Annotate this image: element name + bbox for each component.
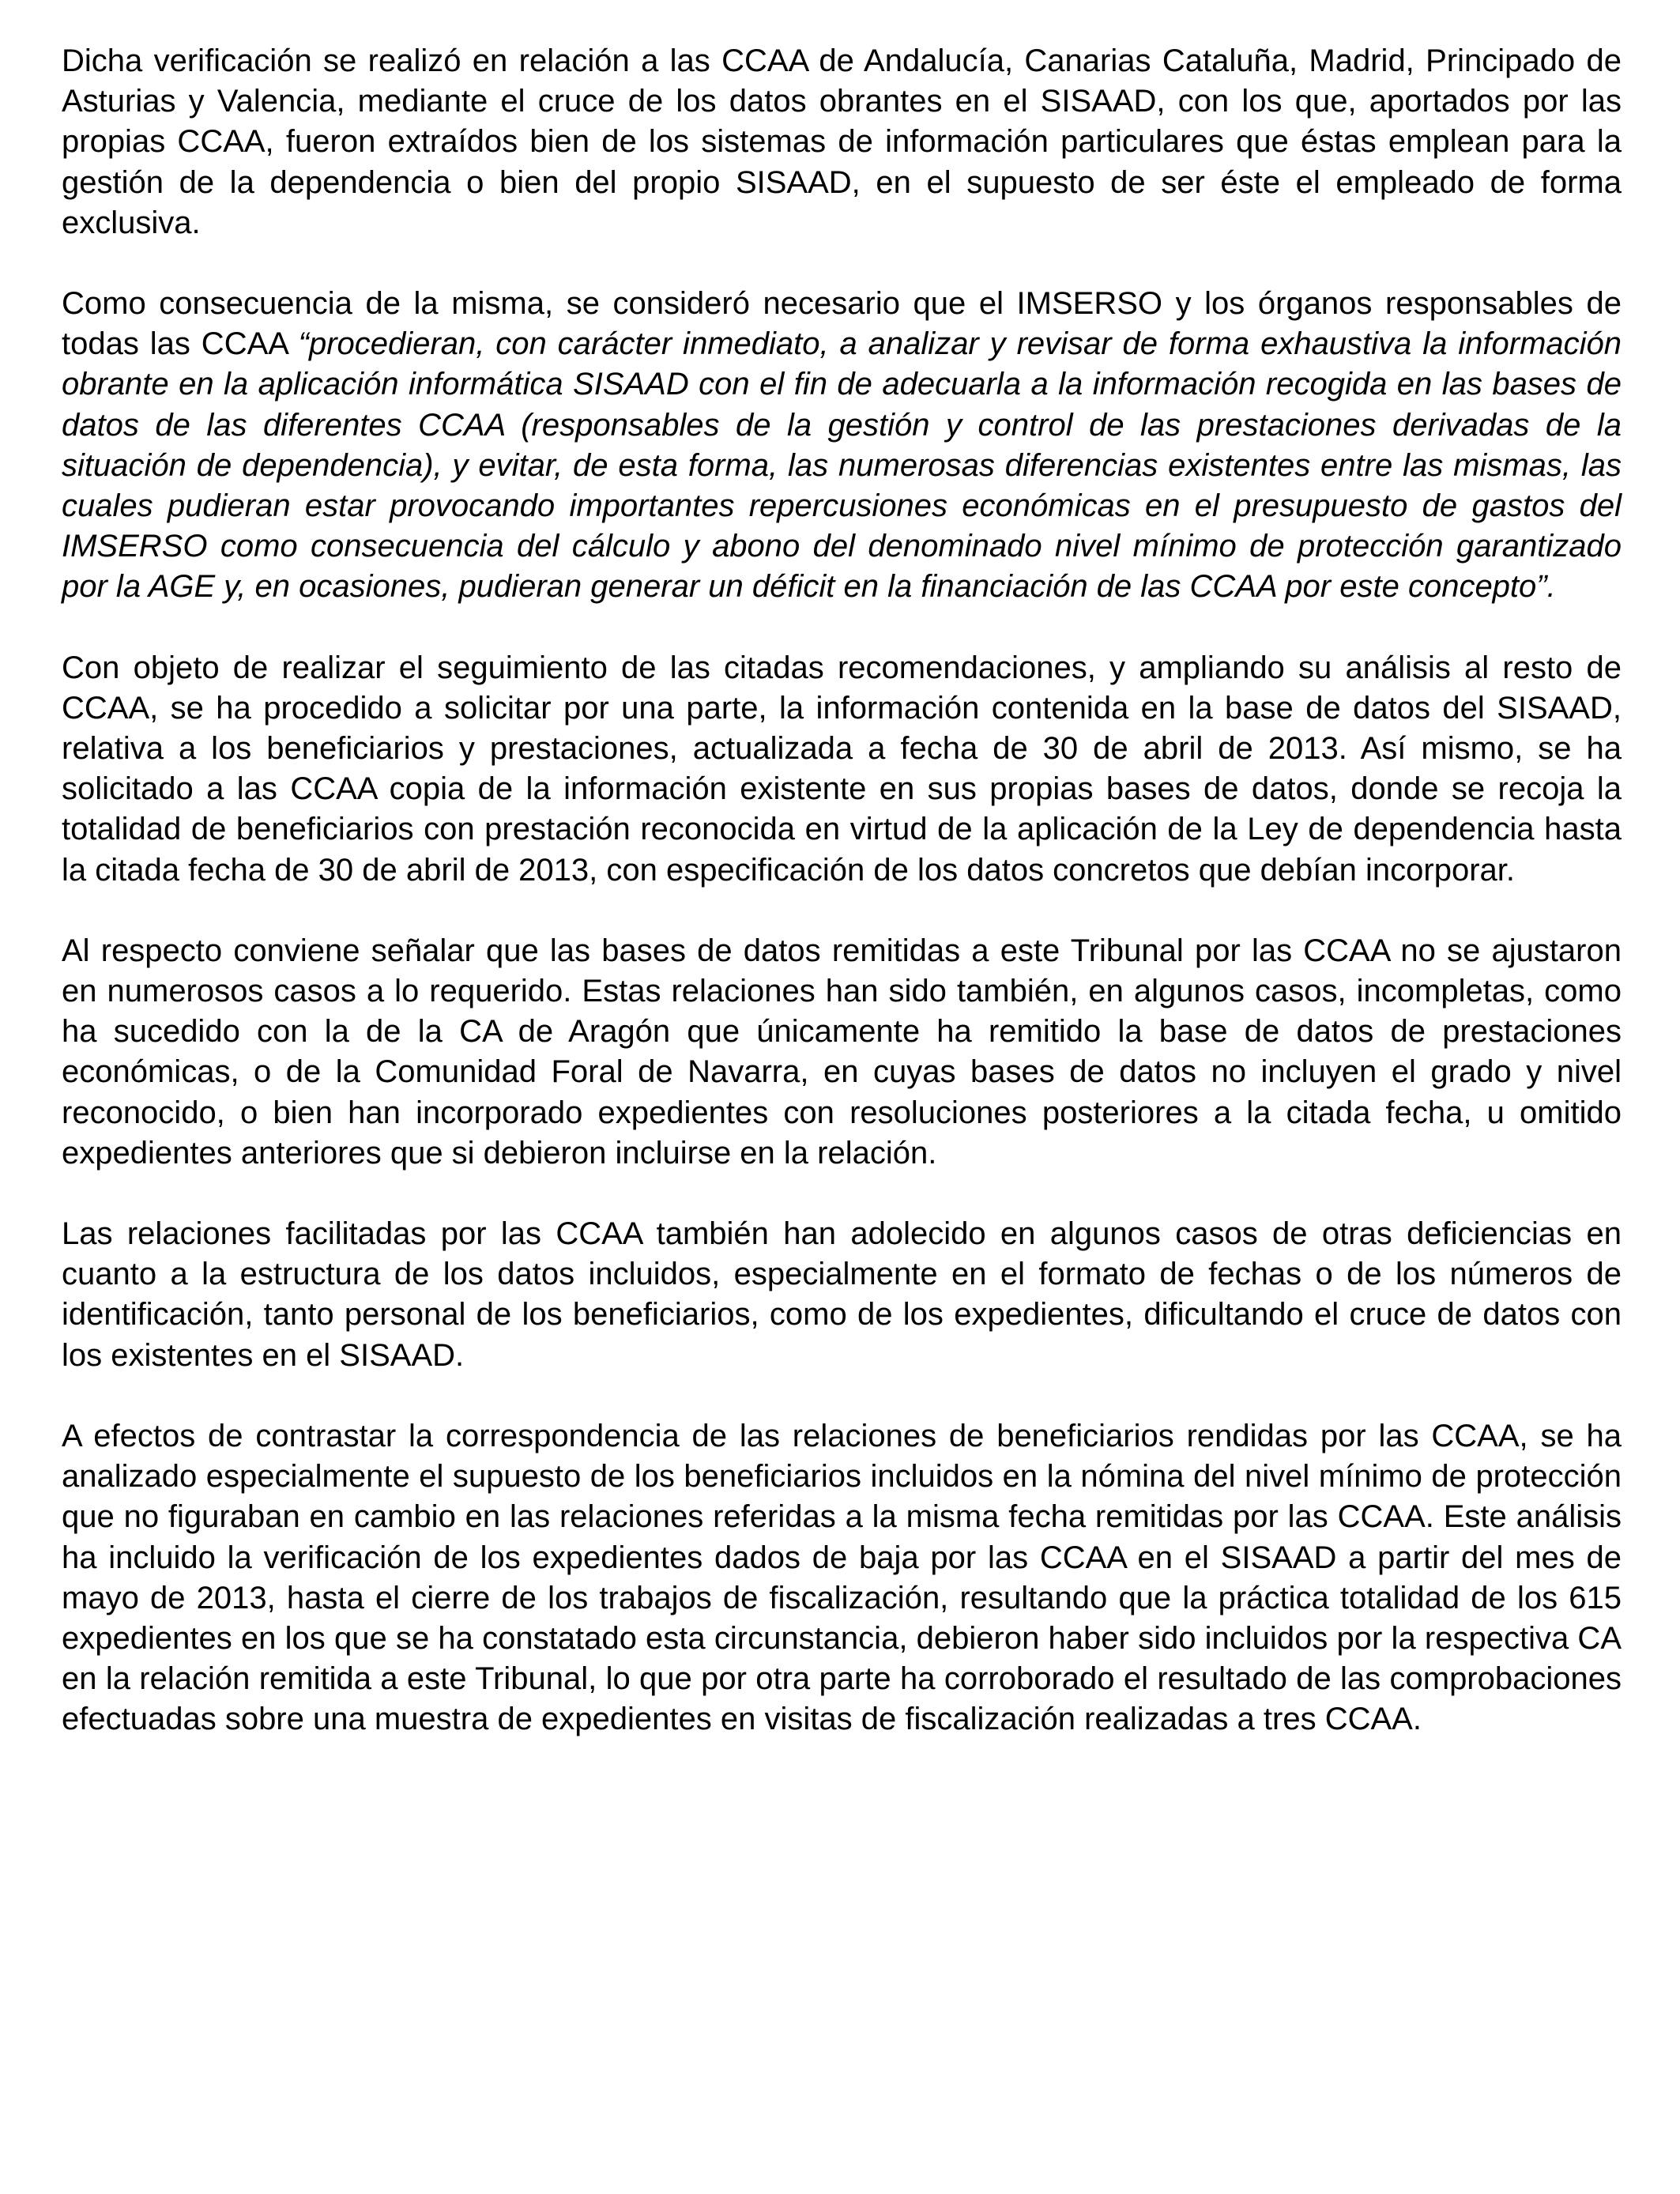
paragraph-databases: Al respecto conviene señalar que las bases de datos remitidas a este Tribunal por las CCAA no se ajustaron en numerosos casos a lo requerido. Estas relaciones han sido también, en algunos casos, incompletas, como ha sucedido con la de la CA de Aragón que únicamente ha remitido la base de datos de prestaciones económicas, o de la Comunidad Foral de Navarra, en cuyas bases de datos no incluyen el grado y nivel reconocido, o bien han incorporado expedientes con resoluciones posteriores a la citada fecha, u omitido expedientes anteriores que si debieron incluirse en la relación.	[62, 933, 1622, 1171]
paragraph-recommendation-quote: “procedieran, con carácter inmediato, a analizar y revisar de forma exhaustiva la información obrante en la aplicación informática SISAAD con el fin de adecuarla a la información recogida en las bases de datos de las diferentes CCAA (responsables de la gestión y control de las prestaciones derivadas de la situación de dependencia), y evitar, de esta forma, las numerosas diferencias existentes entre las mismas, las cuales pudieran estar provocando importantes repercusiones económicas en el presupuesto de gastos del IMSERSO como consecuencia del cálculo y abono del denominado nivel mínimo de protección garantizado por la AGE y, en ocasiones, pudieran generar un déficit en la financiación de las CCAA por este concepto”.	[62, 326, 1622, 605]
document-page	[62, 41, 1622, 1781]
paragraph-analysis: A efectos de contrastar la correspondencia de las relaciones de beneficiarios rendidas por las CCAA, se ha analizado especialmente el supuesto de los beneficiarios incluidos en la nómina del nivel mínimo de protección que no figuraban en cambio en las relaciones referidas a la misma fecha remitidas por las CCAA. Este análisis ha incluido la verificación de los expedientes dados de baja por las CCAA en el SISAAD a partir del mes de mayo de 2013, hasta el cierre de los trabajos de fiscalización, resultando que la práctica totalidad de los 615 expedientes en los que se ha constatado esta circunstancia, debieron haber sido incluidos por la respectiva CA en la relación remitida a este Tribunal, lo que por otra parte ha corroborado el resultado de las comprobaciones efectuadas sobre una muestra de expedientes en visitas de fiscalización realizadas a tres CCAA.	[62, 1418, 1622, 1737]
paragraph-verification: Dicha verificación se realizó en relación a las CCAA de Andalucía, Canarias Cataluña, Madrid, Principado de Asturias y Valencia, mediante el cruce de los datos obrantes en el SISAAD, con los que, aportados por las propias CCAA, fueron extraídos bien de los sistemas de información particulares que éstas emplean para la gestión de la dependencia o bien del propio SISAAD, en el supuesto de ser éste el empleado de forma exclusiva.	[62, 43, 1622, 240]
paragraph-follow-up: Con objeto de realizar el seguimiento de las citadas recomendaciones, y ampliando su análisis al resto de CCAA, se ha procedido a solicitar por una parte, la información contenida en la base de datos del SISAAD, relativa a los beneficiarios y prestaciones, actualizada a fecha de 30 de abril de 2013. Así mismo, se ha solicitado a las CCAA copia de la información existente en sus propias bases de datos, donde se recoja la totalidad de beneficiarios con prestación reconocida en virtud de la aplicación de la Ley de dependencia hasta la citada fecha de 30 de abril de 2013, con especificación de los datos concretos que debían incorporar.	[62, 650, 1622, 888]
paragraph-deficiencies: Las relaciones facilitadas por las CCAA también han adolecido en algunos casos de otras deficiencias en cuanto a la estructura de los datos incluidos, especialmente en el formato de fechas o de los números de identificación, tanto personal de los beneficiarios, como de los expedientes, dificultando el cruce de datos con los existentes en el SISAAD.	[62, 1216, 1622, 1373]
paragraph-recommendation	[62, 284, 1622, 608]
paragraph-recommendation-intro: Como consecuencia de la misma, se consideró necesario que el IMSERSO y los órganos responsables de todas las CCAA	[62, 286, 1622, 362]
